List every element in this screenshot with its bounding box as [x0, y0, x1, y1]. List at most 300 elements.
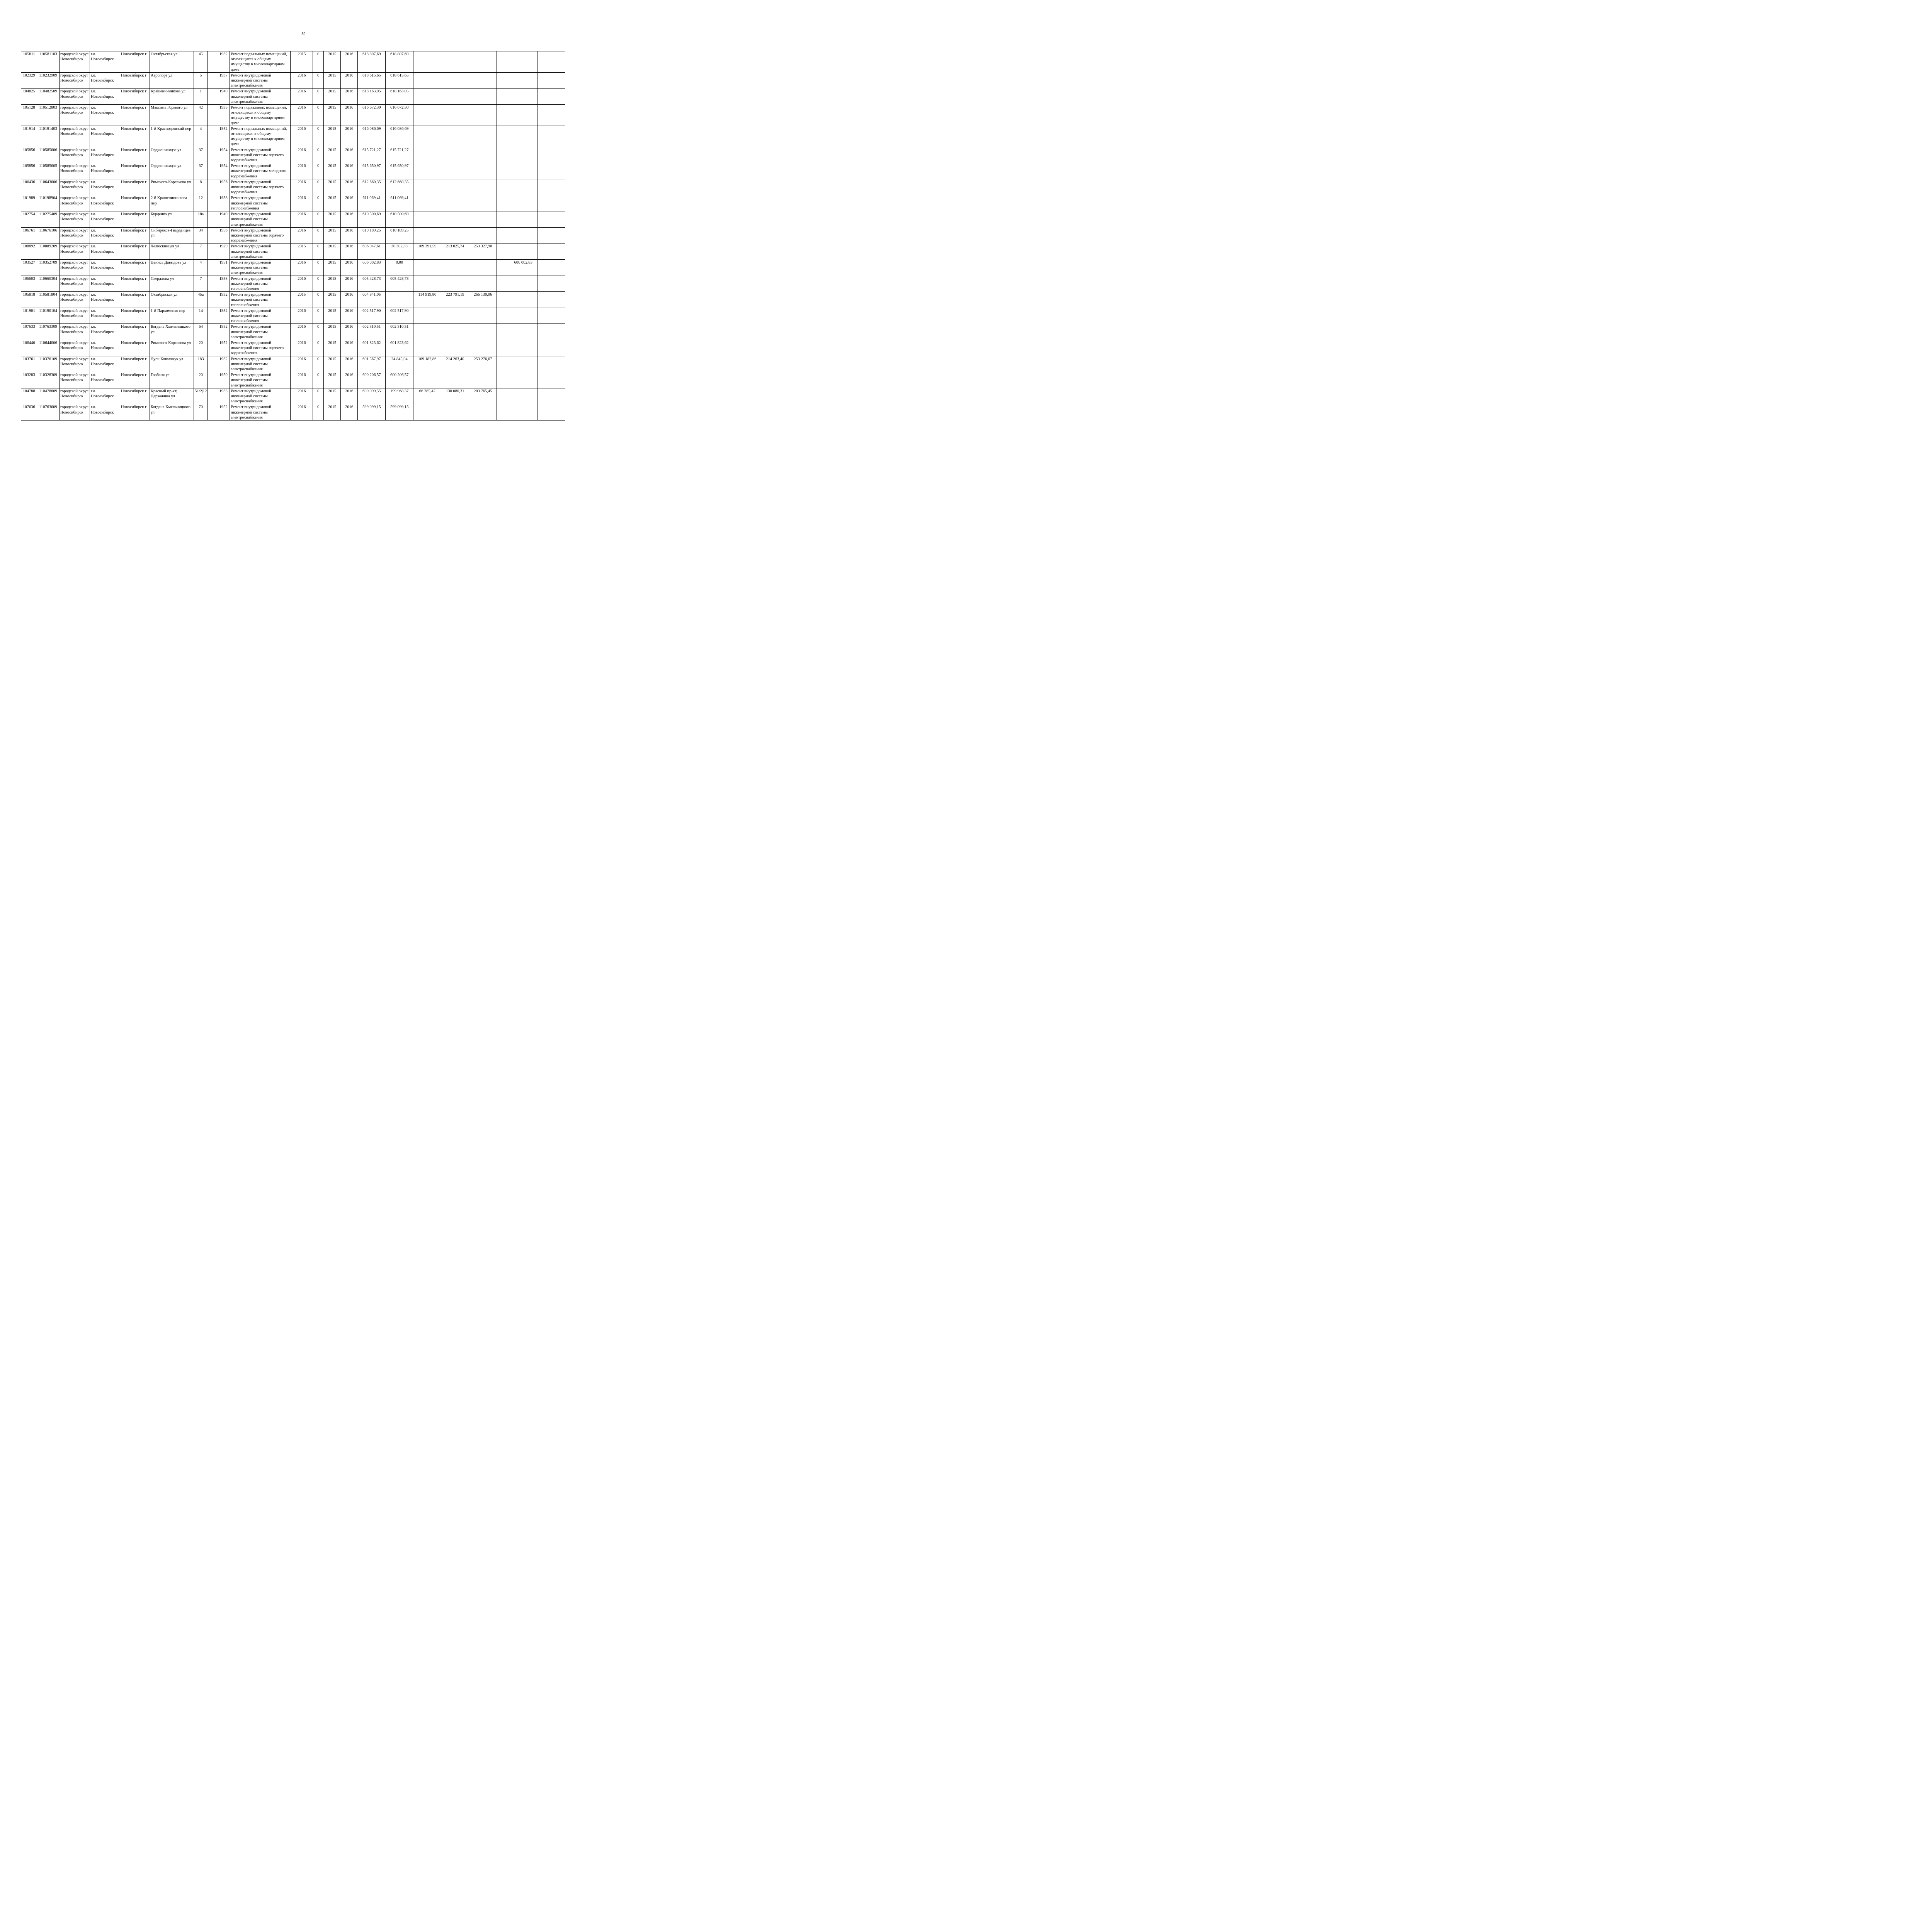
cell-street: Римского-Корсакова ул — [150, 179, 194, 195]
cell-cost-1: 618 807,69 — [386, 51, 413, 73]
cell-period-end: 2016 — [341, 126, 358, 147]
cell-city: Новосибирск г — [120, 227, 150, 243]
cell-id: 106603 — [21, 276, 37, 292]
cell-cost-4: 253 276,67 — [469, 356, 497, 372]
cell-city: Новосибирск г — [120, 388, 150, 404]
cell-zero: 0 — [313, 356, 324, 372]
cell-work-type: Ремонт внутридомовой инженерной системы электроснабжения — [230, 72, 291, 89]
cell-cost-5 — [497, 372, 509, 388]
table-row — [21, 227, 565, 243]
cell-district: городской округ Новосибирск — [60, 340, 90, 356]
cell-id: 105128 — [21, 105, 37, 126]
cell-cost-7 — [537, 292, 565, 308]
cell-street: Максима Горького ул — [150, 105, 194, 126]
table-row — [21, 163, 565, 179]
cell-cost-4 — [469, 340, 497, 356]
cell-total-cost: 602 517,90 — [358, 308, 386, 324]
cell-cost-6 — [509, 340, 537, 356]
cell-period-start: 2015 — [324, 105, 341, 126]
cell-corp — [208, 211, 217, 228]
cell-cost-3 — [441, 276, 469, 292]
table-row — [21, 388, 565, 404]
cell-plan-year: 2015 — [291, 292, 313, 308]
table-row — [21, 324, 565, 340]
cell-plan-year: 2016 — [291, 163, 313, 179]
cell-house: 14 — [194, 308, 208, 324]
cell-period-end: 2016 — [341, 308, 358, 324]
cell-corp — [208, 243, 217, 260]
cell-code: 110376109 — [37, 356, 60, 372]
cell-cost-3 — [441, 89, 469, 105]
cell-total-cost: 602 510,51 — [358, 324, 386, 340]
cell-build-year: 1940 — [217, 89, 230, 105]
cell-cost-6 — [509, 195, 537, 211]
cell-cost-4 — [469, 211, 497, 228]
cell-cost-4: 266 130,06 — [469, 292, 497, 308]
table-row — [21, 147, 565, 163]
cell-house: 8 — [194, 179, 208, 195]
cell-cost-4 — [469, 89, 497, 105]
table-row — [21, 372, 565, 388]
cell-total-cost: 615 650,97 — [358, 163, 386, 179]
cell-build-year: 1949 — [217, 211, 230, 228]
cell-cost-7 — [537, 89, 565, 105]
cell-period-start: 2015 — [324, 72, 341, 89]
cell-cost-1 — [386, 292, 413, 308]
cell-house: 7 — [194, 243, 208, 260]
cell-cost-6 — [509, 372, 537, 388]
cell-city: Новосибирск г — [120, 105, 150, 126]
cell-build-year: 1956 — [217, 227, 230, 243]
cell-cost-6 — [509, 72, 537, 89]
cell-house: 20 — [194, 340, 208, 356]
cell-cost-7 — [537, 356, 565, 372]
cell-cost-6: 606 002,83 — [509, 259, 537, 276]
cell-cost-6 — [509, 356, 537, 372]
cell-build-year: 1952 — [217, 126, 230, 147]
cell-code: 110585606 — [37, 147, 60, 163]
cell-plan-year: 2016 — [291, 179, 313, 195]
cell-street: Свердлова ул — [150, 276, 194, 292]
cell-zero: 0 — [313, 324, 324, 340]
cell-cost-1: 615 721,27 — [386, 147, 413, 163]
cell-period-start: 2015 — [324, 227, 341, 243]
cell-municipality: г.о. Новосибирск — [90, 51, 120, 73]
cell-work-type: Ремонт подвальных помещений, относящихся к общему имуществу в многоквартирном доме — [230, 105, 291, 126]
cell-municipality: г.о. Новосибирск — [90, 372, 120, 388]
cell-corp — [208, 356, 217, 372]
cell-build-year: 1932 — [217, 308, 230, 324]
cell-cost-1: 602 510,51 — [386, 324, 413, 340]
cell-work-type: Ремонт внутридомовой инженерной системы горячего водоснабжения — [230, 227, 291, 243]
cell-cost-5 — [497, 195, 509, 211]
cell-cost-6 — [509, 147, 537, 163]
cell-period-end: 2016 — [341, 211, 358, 228]
cell-cost-3 — [441, 404, 469, 421]
cell-cost-1: 602 517,90 — [386, 308, 413, 324]
cell-cost-2 — [413, 179, 441, 195]
cell-cost-3 — [441, 195, 469, 211]
cell-corp — [208, 404, 217, 421]
cell-plan-year: 2016 — [291, 404, 313, 421]
cell-period-end: 2016 — [341, 195, 358, 211]
cell-cost-2 — [413, 51, 441, 73]
cell-city: Новосибирск г — [120, 276, 150, 292]
cell-cost-6 — [509, 292, 537, 308]
cell-period-start: 2015 — [324, 404, 341, 421]
cell-street: 1-й Пархоменко пер — [150, 308, 194, 324]
cell-corp — [208, 195, 217, 211]
cell-cost-6 — [509, 89, 537, 105]
cell-house: 45 — [194, 51, 208, 73]
cell-cost-5 — [497, 227, 509, 243]
cell-cost-2 — [413, 259, 441, 276]
cell-zero: 0 — [313, 259, 324, 276]
cell-build-year: 1952 — [217, 324, 230, 340]
table-row — [21, 276, 565, 292]
cell-corp — [208, 276, 217, 292]
cell-cost-5 — [497, 340, 509, 356]
table-row — [21, 89, 565, 105]
cell-period-start: 2015 — [324, 179, 341, 195]
cell-cost-7 — [537, 147, 565, 163]
cell-street: Римского-Корсакова ул — [150, 340, 194, 356]
cell-plan-year: 2016 — [291, 276, 313, 292]
cell-corp — [208, 163, 217, 179]
cell-plan-year: 2016 — [291, 126, 313, 147]
cell-cost-4 — [469, 404, 497, 421]
page-number: 32 — [301, 31, 305, 36]
cell-total-cost: 606 047,61 — [358, 243, 386, 260]
cell-house: 37 — [194, 147, 208, 163]
cell-district: городской округ Новосибирск — [60, 356, 90, 372]
cell-zero: 0 — [313, 211, 324, 228]
table-row — [21, 126, 565, 147]
cell-cost-3 — [441, 126, 469, 147]
cell-work-type: Ремонт внутридомовой инженерной системы электроснабжения — [230, 372, 291, 388]
cell-code: 110676106 — [37, 227, 60, 243]
cell-cost-3: 214 263,40 — [441, 356, 469, 372]
cell-street: Крашенинникова ул — [150, 89, 194, 105]
cell-zero: 0 — [313, 308, 324, 324]
cell-cost-4 — [469, 276, 497, 292]
cell-cost-6 — [509, 324, 537, 340]
cell-code: 110352709 — [37, 259, 60, 276]
cell-cost-2: 66 285,42 — [413, 388, 441, 404]
cell-district: городской округ Новосибирск — [60, 372, 90, 388]
cell-period-start: 2015 — [324, 292, 341, 308]
cell-cost-5 — [497, 72, 509, 89]
cell-id: 106761 — [21, 227, 37, 243]
cell-period-end: 2016 — [341, 292, 358, 308]
cell-period-end: 2016 — [341, 388, 358, 404]
cell-street: Горбаня ул — [150, 372, 194, 388]
cell-city: Новосибирск г — [120, 259, 150, 276]
cell-cost-1: 611 069,41 — [386, 195, 413, 211]
cell-corp — [208, 324, 217, 340]
cell-build-year: 1933 — [217, 388, 230, 404]
cell-cost-2: 109 391,59 — [413, 243, 441, 260]
cell-cost-3 — [441, 163, 469, 179]
cell-cost-7 — [537, 276, 565, 292]
cell-district: городской округ Новосибирск — [60, 195, 90, 211]
cell-street: Аэропорт ул — [150, 72, 194, 89]
cell-corp — [208, 259, 217, 276]
cell-period-end: 2016 — [341, 51, 358, 73]
cell-code: 110763609 — [37, 404, 60, 421]
cell-period-end: 2016 — [341, 372, 358, 388]
cell-cost-2 — [413, 89, 441, 105]
cell-district: городской округ Новосибирск — [60, 72, 90, 89]
table-row — [21, 308, 565, 324]
cell-cost-5 — [497, 292, 509, 308]
cell-district: городской округ Новосибирск — [60, 147, 90, 163]
cell-cost-5 — [497, 276, 509, 292]
cell-zero: 0 — [313, 89, 324, 105]
cell-code: 110191403 — [37, 126, 60, 147]
cell-period-start: 2015 — [324, 195, 341, 211]
cell-cost-6 — [509, 404, 537, 421]
cell-cost-6 — [509, 276, 537, 292]
cell-period-end: 2016 — [341, 89, 358, 105]
cell-period-start: 2015 — [324, 356, 341, 372]
cell-cost-4 — [469, 51, 497, 73]
cell-period-end: 2016 — [341, 324, 358, 340]
cell-street: Богдана Хмельницкого ул — [150, 404, 194, 421]
cell-cost-4 — [469, 259, 497, 276]
cell-period-start: 2015 — [324, 126, 341, 147]
cell-id: 108892 — [21, 243, 37, 260]
cell-cost-2 — [413, 72, 441, 89]
cell-cost-7 — [537, 372, 565, 388]
cell-total-cost: 611 069,41 — [358, 195, 386, 211]
cell-total-cost: 616 086,69 — [358, 126, 386, 147]
cell-total-cost: 599 099,15 — [358, 404, 386, 421]
cell-build-year: 1954 — [217, 147, 230, 163]
cell-cost-2 — [413, 404, 441, 421]
cell-build-year: 1952 — [217, 404, 230, 421]
cell-period-end: 2016 — [341, 147, 358, 163]
cell-plan-year: 2016 — [291, 372, 313, 388]
cell-work-type: Ремонт подвальных помещений, относящихся к общему имуществу в многоквартирном доме — [230, 51, 291, 73]
cell-plan-year: 2015 — [291, 243, 313, 260]
cell-total-cost: 618 807,69 — [358, 51, 386, 73]
cell-cost-3 — [441, 324, 469, 340]
cell-district: городской округ Новосибирск — [60, 211, 90, 228]
cell-plan-year: 2016 — [291, 308, 313, 324]
cell-cost-6 — [509, 179, 537, 195]
cell-period-start: 2015 — [324, 147, 341, 163]
cell-build-year: 1929 — [217, 243, 230, 260]
cell-cost-1: 615 650,97 — [386, 163, 413, 179]
cell-municipality: г.о. Новосибирск — [90, 259, 120, 276]
cell-cost-6 — [509, 126, 537, 147]
cell-cost-6 — [509, 105, 537, 126]
cell-district: городской округ Новосибирск — [60, 51, 90, 73]
cell-district: городской округ Новосибирск — [60, 243, 90, 260]
cell-street: Челюскинцев ул — [150, 243, 194, 260]
cell-code: 110585605 — [37, 163, 60, 179]
cell-cost-7 — [537, 259, 565, 276]
cell-house: 5 — [194, 72, 208, 89]
table-row — [21, 195, 565, 211]
cell-code: 110581804 — [37, 292, 60, 308]
cell-total-cost: 606 002,83 — [358, 259, 386, 276]
cell-cost-1: 616 086,69 — [386, 126, 413, 147]
cell-plan-year: 2016 — [291, 105, 313, 126]
cell-cost-2 — [413, 163, 441, 179]
cell-id: 104788 — [21, 388, 37, 404]
cell-cost-5 — [497, 308, 509, 324]
cell-cost-7 — [537, 51, 565, 73]
cell-plan-year: 2016 — [291, 72, 313, 89]
cell-period-start: 2015 — [324, 308, 341, 324]
cell-cost-4 — [469, 105, 497, 126]
cell-house: 34 — [194, 227, 208, 243]
table-row — [21, 259, 565, 276]
cell-zero: 0 — [313, 195, 324, 211]
cell-work-type: Ремонт внутридомовой инженерной системы электроснабжения — [230, 356, 291, 372]
cell-work-type: Ремонт внутридомовой инженерной системы горячего водоснабжения — [230, 147, 291, 163]
cell-cost-2 — [413, 126, 441, 147]
cell-zero: 0 — [313, 372, 324, 388]
cell-cost-7 — [537, 195, 565, 211]
cell-street: Октябрьская ул — [150, 51, 194, 73]
cell-corp — [208, 89, 217, 105]
cell-total-cost: 616 672,30 — [358, 105, 386, 126]
cell-total-cost: 601 567,97 — [358, 356, 386, 372]
cell-cost-6 — [509, 308, 537, 324]
cell-cost-2 — [413, 276, 441, 292]
cell-street: Богдана Хмельницкого ул — [150, 324, 194, 340]
cell-cost-3 — [441, 105, 469, 126]
cell-cost-5 — [497, 243, 509, 260]
cell-street: Октябрьская ул — [150, 292, 194, 308]
cell-id: 106440 — [21, 340, 37, 356]
cell-corp — [208, 126, 217, 147]
cell-period-end: 2016 — [341, 276, 358, 292]
cell-cost-1: 600 206,57 — [386, 372, 413, 388]
cell-build-year: 1935 — [217, 105, 230, 126]
cell-total-cost: 610 189,25 — [358, 227, 386, 243]
cell-cost-4 — [469, 163, 497, 179]
cell-plan-year: 2016 — [291, 388, 313, 404]
cell-code: 110660304 — [37, 276, 60, 292]
table-row — [21, 404, 565, 421]
cell-total-cost: 600 099,55 — [358, 388, 386, 404]
cell-zero: 0 — [313, 243, 324, 260]
cell-code: 110644006 — [37, 340, 60, 356]
cell-zero: 0 — [313, 147, 324, 163]
cell-district: городской округ Новосибирск — [60, 404, 90, 421]
cell-cost-1: 605 428,73 — [386, 276, 413, 292]
cell-city: Новосибирск г — [120, 163, 150, 179]
cell-id: 107636 — [21, 404, 37, 421]
cell-cost-2: 114 919,80 — [413, 292, 441, 308]
cell-cost-6 — [509, 211, 537, 228]
cell-cost-4 — [469, 147, 497, 163]
cell-municipality: г.о. Новосибирск — [90, 89, 120, 105]
cell-city: Новосибирск г — [120, 179, 150, 195]
cell-cost-1: 199 968,37 — [386, 388, 413, 404]
cell-cost-2: 109 182,86 — [413, 356, 441, 372]
cell-house: 42 — [194, 105, 208, 126]
capital-repair-table — [21, 51, 565, 421]
cell-period-start: 2015 — [324, 372, 341, 388]
cell-cost-7 — [537, 340, 565, 356]
cell-period-start: 2015 — [324, 163, 341, 179]
cell-corp — [208, 179, 217, 195]
cell-cost-6 — [509, 51, 537, 73]
cell-period-start: 2015 — [324, 211, 341, 228]
cell-cost-2 — [413, 195, 441, 211]
cell-period-end: 2016 — [341, 356, 358, 372]
cell-code: 110190104 — [37, 308, 60, 324]
cell-zero: 0 — [313, 179, 324, 195]
cell-total-cost: 615 721,27 — [358, 147, 386, 163]
cell-plan-year: 2016 — [291, 324, 313, 340]
cell-id: 101989 — [21, 195, 37, 211]
cell-cost-4 — [469, 179, 497, 195]
cell-id: 103761 — [21, 356, 37, 372]
cell-district: городской округ Новосибирск — [60, 292, 90, 308]
cell-plan-year: 2016 — [291, 211, 313, 228]
cell-cost-4: 253 327,90 — [469, 243, 497, 260]
cell-build-year: 1951 — [217, 259, 230, 276]
table-row — [21, 105, 565, 126]
cell-district: городской округ Новосибирск — [60, 89, 90, 105]
cell-work-type: Ремонт внутридомовой инженерной системы электроснабжения — [230, 243, 291, 260]
cell-plan-year: 2016 — [291, 195, 313, 211]
cell-id: 105856 — [21, 147, 37, 163]
cell-house: 37 — [194, 163, 208, 179]
cell-cost-6 — [509, 388, 537, 404]
cell-cost-7 — [537, 308, 565, 324]
cell-cost-7 — [537, 324, 565, 340]
cell-cost-4 — [469, 227, 497, 243]
cell-cost-1: 601 823,62 — [386, 340, 413, 356]
cell-municipality: г.о. Новосибирск — [90, 211, 120, 228]
cell-district: городской округ Новосибирск — [60, 126, 90, 147]
cell-work-type: Ремонт внутридомовой инженерной системы электроснабжения — [230, 404, 291, 421]
cell-house: 20 — [194, 372, 208, 388]
cell-cost-7 — [537, 211, 565, 228]
cell-corp — [208, 388, 217, 404]
cell-cost-1: 618 615,65 — [386, 72, 413, 89]
cell-district: городской округ Новосибирск — [60, 259, 90, 276]
cell-code: 110581103 — [37, 51, 60, 73]
cell-house: 12 — [194, 195, 208, 211]
cell-municipality: г.о. Новосибирск — [90, 388, 120, 404]
table-row — [21, 72, 565, 89]
cell-cost-1: 618 163,05 — [386, 89, 413, 105]
cell-total-cost: 612 660,35 — [358, 179, 386, 195]
cell-district: городской округ Новосибирск — [60, 227, 90, 243]
cell-id: 105818 — [21, 292, 37, 308]
cell-cost-7 — [537, 404, 565, 421]
cell-build-year: 1937 — [217, 72, 230, 89]
table-body — [21, 51, 565, 421]
cell-municipality: г.о. Новосибирск — [90, 404, 120, 421]
cell-work-type: Ремонт внутридомовой инженерной системы теплоснабжения — [230, 195, 291, 211]
cell-id: 103283 — [21, 372, 37, 388]
cell-corp — [208, 147, 217, 163]
cell-build-year: 1932 — [217, 356, 230, 372]
cell-cost-5 — [497, 211, 509, 228]
cell-cost-7 — [537, 179, 565, 195]
cell-cost-2 — [413, 340, 441, 356]
cell-period-end: 2016 — [341, 404, 358, 421]
